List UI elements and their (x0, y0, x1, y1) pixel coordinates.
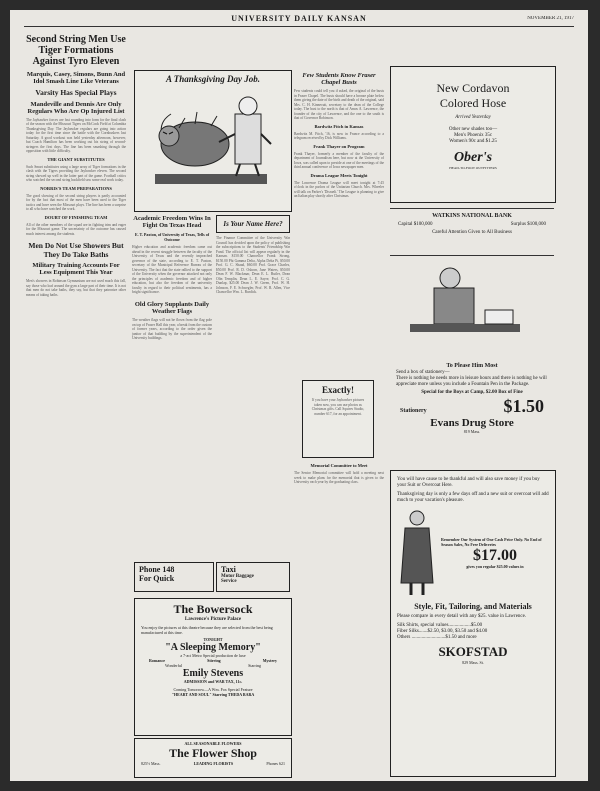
watkins-tag: Careful Attention Given to All Business (432, 230, 512, 235)
phone-ad (134, 562, 214, 592)
column-academic (132, 215, 212, 555)
article-body: Men's showers in Robinson Gymnasium are not used much this fall, say those who loaf around the gym a large part of their time. It is not that men do not take baths, they say, but that they patronize other means of taking baths. (26, 279, 126, 297)
watkins-figures (390, 220, 554, 230)
obers-logo: Ober's (453, 150, 493, 165)
skofstad-address: 829 Mass. St. (462, 660, 484, 665)
skofstad-compare: Please compare in every detail with any $25. value in Lawrence. (397, 614, 527, 619)
article-body: The Finance Committee of the University War Council has decided upon the policy of publishing the subscriptions to the Students' Friendship War Fund. The official list will appear regularly in the Kansan. $150.00 Chancellor Frank Strong, $150.00 Phi Gamma Delta, Alpha Delta Pi, $50.00 Prof. G. C. Shaad, $60.00 Prof. Grace Charles, $50.00 Prof. R. D. Osborn, Jane Waters, $50.00 Dean F. W. Blackmar, Dean E. L. Butler, Dean Olin Templin, Dean L. E. Sayre, Prof. C. G. Dunlap, $25.00 Dean J. W. Green, Prof. W. H. Johnson, F. E. Schwegler, Prof. W. R. Allen, Vice Chancellor Wm. L. Burdick. (216, 236, 290, 294)
taxi-title: Taxi (221, 565, 236, 574)
flower-name: The Flower Shop (169, 746, 257, 760)
skofstad-offer (391, 504, 555, 602)
bowersock-genres (135, 658, 291, 663)
evans-address: 819 Mass. (463, 429, 481, 434)
flower-address: 825½ Mass. (141, 761, 161, 766)
cordavon-title2: Colored Hose (439, 96, 507, 110)
man-in-overcoat-illustration (397, 508, 437, 598)
taxi-ad (216, 562, 290, 592)
column-memorial (294, 460, 384, 540)
flower-shop-ad (134, 738, 292, 778)
headline-chapel-busts: Few Students Know Fraser Chapel Busts (302, 72, 376, 87)
headline-old-glory: Old Glory Supplants Daily Weather Flags (134, 300, 210, 315)
subhead-marquis: Marquis, Casey, Simons, Bunn And Idol Smash Line Like Veterans (26, 71, 126, 86)
bowersock-admission: ADMISSION and WAR TAX, 11c. (183, 679, 243, 684)
skofstad-remember: Remember Our System of One Cash Price Only. No End of Season Sales, No Free Deliveries (441, 537, 542, 547)
column-sports (26, 34, 126, 774)
flower-footer (135, 761, 291, 766)
skofstad-intro: You will have cause to be thankful and will also save money if you buy your Suit or Overcoat Here. (397, 477, 540, 488)
header-rule (24, 26, 574, 27)
bowersock-starring: Starring (248, 663, 261, 668)
headline-your-name: Is Your Name Here? (216, 215, 290, 233)
cordavon-mens: Men's Phoenix 35c (453, 133, 493, 138)
cartoon-illustration (135, 84, 287, 202)
skofstad-others: Others ...........................$1.50 and more (397, 635, 477, 640)
skofstad-saves: gives you regular $25.00 values in (466, 564, 524, 569)
section-subhead: Memorial Committee to Meet (310, 463, 368, 468)
bowersock-subtitle: Lawrence's Picture Palace (184, 617, 242, 622)
section-subhead: Frank Thayer on Program (313, 143, 365, 149)
obers-tagline: HEAD-TO-FOOT OUTFITTERS (449, 166, 497, 170)
evans-body: There is nothing he needs more in leisure hours and there is nothing he will appreciate more unless you include a Fountain Pen in the Package. (396, 376, 547, 387)
section-subhead: Bardwitz Fitch in Kansas (314, 123, 364, 129)
skofstad-body: Thanksgiving day is only a few days off and a new suit or overcoat will add much to your vacation's pleasure. (397, 492, 549, 503)
taxi-baggage: Motor Baggage (221, 574, 254, 579)
watkins-surplus: Surplus $100,000 (510, 222, 546, 227)
section-subhead: DOUBT OF FINISHING TEAM (44, 214, 108, 220)
genre-mystery: Mystery (262, 658, 277, 663)
skofstad-price-block (441, 537, 549, 569)
soldier-writing-illustration (390, 258, 554, 358)
evans-price: $1.50 (503, 396, 544, 416)
exactly-title: Exactly! (322, 385, 354, 395)
column-chapel (294, 72, 384, 374)
skofstad-silk: Silk Shirts, special values..................$5.00 (397, 623, 483, 628)
evans-price-row (390, 396, 554, 417)
article-body: The Jayhawker forces are fast rounding into form for the final clash of the season with the Missouri Tigers on McCook Field at Columbia Thanksgiving Day. The Jayhawker regulars are going into action today for the first time since the battle with the Cornhuskers last Saturday. A good workout was held yesterday afternoon, however, but Coach Hamilton has been working out his string of second-stringers the first days. The line has been smashing through the opposition with little difficulty. (26, 117, 126, 154)
headline-varsity: Varsity Has Special Plays (35, 88, 117, 98)
header-date: NOVEMBER 21, 1917 (527, 16, 574, 21)
watkins-name: WATKINS NATIONAL BANK (432, 213, 512, 219)
skofstad-fiber: Fiber Silks.......$2.50, $3.00, $3.50 and $4.00 (397, 629, 488, 634)
cordavon-hose-ad (390, 66, 556, 203)
bowersock-body: You enjoy the pictures at this theatre because they are selected from the best being manufactured at this time. (141, 625, 273, 635)
bowersock-coming2: "HEART AND SOUL" Starring THEDA BARA (171, 692, 255, 697)
cordavon-other: Other new shades too— (448, 127, 498, 132)
bowersock-wonderful: Wonderful (165, 663, 183, 668)
bowersock-feature: "A Sleeping Memory" (165, 642, 261, 653)
masthead: UNIVERSITY DAILY KANSAN (231, 14, 367, 23)
watkins-capital: Capital $100,000 (398, 222, 433, 227)
evans-stationery: Stationery (400, 408, 427, 414)
cordavon-title: New Cordavon (436, 81, 510, 95)
phone-number: Phone 148 (139, 565, 175, 574)
bowersock-star: Emily Stevens (182, 668, 244, 679)
subhead-military: Military Training Accounts For Less Equipment This Year (32, 261, 120, 276)
phone-quick: For Quick (139, 574, 175, 583)
article-body: The Senior Memorial committee will hold a meeting next week to make plans for the memorial that is given to the University each year by the graduating class. (294, 471, 384, 484)
genre-stirring: Stirring (207, 658, 221, 663)
evans-special: Special for the Boys at Camp, $2.00 Box of Fine (421, 390, 523, 395)
skofstad-ad (390, 470, 556, 777)
article-body: Few students could tell you if asked, the original of the busts in Fraser Chapel. The busts should have a bronze plate below them giving the date of the birth and death of the original, said Mrs. C. H. Kinnecutt, secretary to the dean of the College today. The bust to the north is that of Amos A. Lawrence, the founder of the city of Lawrence, and the one to the south is that of Governor Robinson. (294, 89, 384, 121)
bowersock-title: The Bowersock (173, 602, 253, 616)
article-body: Bardwitz M. Fitch, '16, is now in France according to a telegram received by Dick Williams. (294, 131, 384, 141)
column-names (216, 215, 290, 555)
evans-drug-ad (390, 258, 554, 458)
subhead-paxton: E. T. Paxton, of University of Texas, Tells of Outcome (134, 232, 210, 243)
bowersock-corp: a 7-act Metro Special production de luxe (180, 653, 246, 658)
evans-store: Evans Drug Store (430, 417, 514, 429)
section-subhead: THE GIANT SUBSTITUTES (47, 156, 105, 162)
evans-title: To Please Him Most (446, 363, 498, 369)
bowersock-tonight: TONIGHT (203, 637, 223, 642)
headline-academic-freedom: Academic Freedom Wins In Fight On Texas Head (133, 215, 211, 230)
watkins-bank-ad (390, 208, 554, 256)
headline-second-string: Second String Men Use Tiger Formations Against Tyro Eleven (26, 34, 126, 67)
newspaper-page (10, 10, 588, 781)
cordavon-arrived: Arrived Yesterday (455, 115, 491, 120)
section-subhead: Drama League Meets Tonight (310, 172, 368, 178)
evans-line1: Send a box of stationery— (396, 370, 450, 375)
article-body: All of the other members of the squad are in fighting trim and eager for the Missouri game. The uncertainty of the outcome has caused much interest among the students. (26, 222, 126, 236)
skofstad-style: Style, Fit, Tailoring, and Materials (414, 602, 532, 611)
exactly-ad (302, 380, 374, 458)
cartoon-title: A Thanksgiving Day Job. (165, 74, 260, 84)
skofstad-price: $17.00 (473, 547, 517, 564)
skofstad-name: SKOFSTAD (438, 644, 508, 659)
exactly-body: If you have your Jayhawker pictures taken now, you can use photos as Christmas gifts. Call Squires Studio, number 617, for an appointment. (311, 398, 365, 416)
flower-phone: Phones 621 (266, 761, 285, 766)
bowersock-theatre-ad (134, 598, 292, 736)
section-subhead: NORRIS'S TEAM PREPARATIONS (40, 185, 112, 191)
article-body: The weather flags will not be flown from the flag pole on top of Fraser Hall this year, a break from the custom of former years, according to the order given the janitor of that building by the superintendent of the University buildings. (132, 318, 212, 341)
bowersock-coming: Coming Tomorrow—A Wm. Fox Special Feature (173, 687, 253, 692)
cartoon-box (134, 70, 292, 212)
genre-romance: Romance (149, 658, 165, 663)
article-body: Such Smart substitutes using a large array of Tiger formations in the clash with the Tigers providing the Jayhawker eleven. The second string showed up well in the latter part of the game. Football critics who watched the second string backfield saw some real work today. (26, 164, 126, 183)
article-body: Frank Thayer, formerly a member of the faculty of the department of Journalism here, but now at the University of Iowa, was called upon to preside at one of the meetings of the third annual conference of Iowa newspaper men. (294, 151, 384, 170)
taxi-service: Service (221, 579, 237, 584)
flower-leading: LEADING FLORISTS (193, 761, 234, 766)
article-body: The good showing of the second string players is partly accounted for by the fact that most of the men have been used to the Tiger tactics and have seen the Missouri plays. The line has been a surprise to all who have watched the work. (26, 193, 126, 212)
subhead-mandeville: Mandeville and Dennis Are Only Regulars Who Are Op Injured List (27, 100, 125, 115)
article-body: Higher education and academic freedom came out ahead in the recent struggle between the faculty of the University of Texas and the recently impeached governor of the state, according to E. T. Paxton, secretary of the Municipal Reference Bureau of the University. The fact that the state rallied to the support of the University when the governor attacked not only the principles of academic freedom and of higher education, but also the freedom of the university faculty in regard to their political sentiments, has a bright significance. (132, 245, 212, 295)
headline-showers: Men Do Not Use Showers But They Do Take Baths (28, 241, 124, 259)
flower-all: ALL SEASONABLE FLOWERS (184, 741, 242, 746)
article-body: The Lawrence Drama League will meet tonight at 7:45 o'clock in the parlors of the Unitarian Church. Mrs. Wheeler will talk on Parker's 'Disraeli.' The League is planning to give an Italian play shortly after Christmas. (294, 180, 384, 199)
cordavon-womens: Women's 90c and $1.25 (449, 139, 497, 144)
